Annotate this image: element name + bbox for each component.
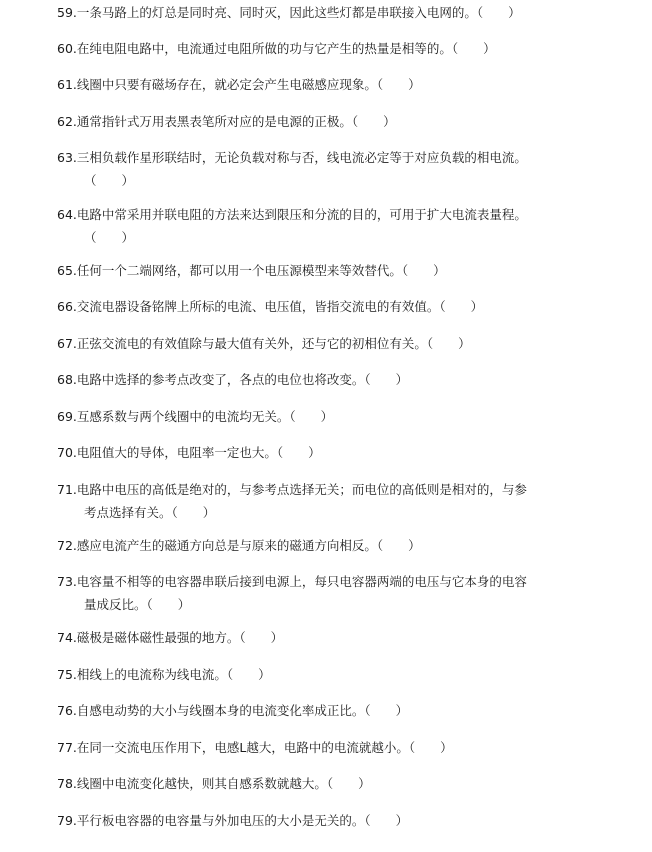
question-71 bbox=[57, 478, 577, 524]
question-text: 电路中电压的高低是绝对的，与参考点选择无关；而电位的高低则是相对的，与参 bbox=[76, 482, 527, 497]
question-text: 互感系数与两个线圈中的电流均无关。（ ） bbox=[76, 409, 334, 424]
question-text: 电路中常采用并联电阻的方法来达到限压和分流的目的，可用于扩大电流表量程。 bbox=[76, 207, 527, 222]
question-text: 在纯电阻电路中，电流通过电阻所做的功与它产生的热量是相等的。（ ） bbox=[76, 41, 496, 56]
question-67 bbox=[57, 332, 577, 355]
question-78 bbox=[57, 772, 577, 795]
question-number: 59. bbox=[57, 5, 77, 20]
question-number: 67. bbox=[57, 336, 77, 351]
question-79 bbox=[57, 809, 577, 832]
question-number: 64. bbox=[57, 207, 77, 222]
question-number: 78. bbox=[57, 776, 77, 791]
question-number: 60. bbox=[57, 41, 77, 56]
question-text-continued: 考点选择有关。（ ） bbox=[84, 505, 216, 520]
question-text: 相线上的电流称为线电流。（ ） bbox=[76, 667, 271, 682]
question-text: 平行板电容器的电容量与外加电压的大小是无关的。（ ） bbox=[76, 813, 409, 828]
question-number: 62. bbox=[57, 114, 77, 129]
question-65 bbox=[57, 259, 577, 282]
question-63 bbox=[57, 146, 577, 192]
question-number: 65. bbox=[57, 263, 77, 278]
question-76 bbox=[57, 699, 577, 722]
question-number: 68. bbox=[57, 372, 77, 387]
question-text-continued: 量成反比。（ ） bbox=[84, 597, 191, 612]
question-70 bbox=[57, 441, 577, 464]
question-73 bbox=[57, 570, 577, 616]
question-text-continued: （ ） bbox=[84, 230, 135, 245]
question-text-continued: （ ） bbox=[84, 173, 135, 188]
question-number: 75. bbox=[57, 667, 77, 682]
question-74 bbox=[57, 626, 577, 649]
question-text: 通常指针式万用表黑表笔所对应的是电源的正极。（ ） bbox=[76, 114, 396, 129]
question-text: 感应电流产生的磁通方向总是与原来的磁通方向相反。（ ） bbox=[76, 538, 421, 553]
question-number: 73. bbox=[57, 574, 77, 589]
question-number: 76. bbox=[57, 703, 77, 718]
question-number: 69. bbox=[57, 409, 77, 424]
question-number: 74. bbox=[57, 630, 77, 645]
question-66 bbox=[57, 295, 577, 318]
question-text: 在同一交流电压作用下，电感L越大，电路中的电流就越小。（ ） bbox=[76, 740, 453, 755]
question-text: 线圈中只要有磁场存在，就必定会产生电磁感应现象。（ ） bbox=[76, 77, 421, 92]
question-59 bbox=[57, 1, 577, 24]
question-text: 任何一个二端网络，都可以用一个电压源模型来等效替代。（ ） bbox=[76, 263, 446, 278]
question-number: 79. bbox=[57, 813, 77, 828]
question-number: 66. bbox=[57, 299, 77, 314]
question-number: 61. bbox=[57, 77, 77, 92]
question-text: 电阻值大的导体，电阻率一定也大。（ ） bbox=[76, 445, 321, 460]
question-69 bbox=[57, 405, 577, 428]
question-number: 71. bbox=[57, 482, 77, 497]
question-text: 三相负载作星形联结时，无论负载对称与否，线电流必定等于对应负载的相电流。 bbox=[76, 150, 527, 165]
question-text: 电容量不相等的电容器串联后接到电源上，每只电容器两端的电压与它本身的电容 bbox=[76, 574, 527, 589]
question-text: 正弦交流电的有效值除与最大值有关外，还与它的初相位有关。（ ） bbox=[76, 336, 471, 351]
question-75 bbox=[57, 663, 577, 686]
question-number: 70. bbox=[57, 445, 77, 460]
question-72 bbox=[57, 534, 577, 557]
question-text: 一条马路上的灯总是同时亮、同时灭，因此这些灯都是串联接入电网的。（ ） bbox=[76, 5, 521, 20]
question-61 bbox=[57, 73, 577, 96]
question-text: 电路中选择的参考点改变了，各点的电位也将改变。（ ） bbox=[76, 372, 409, 387]
question-77 bbox=[57, 736, 577, 759]
question-text: 自感电动势的大小与线圈本身的电流变化率成正比。（ ） bbox=[76, 703, 409, 718]
question-text: 磁极是磁体磁性最强的地方。（ ） bbox=[76, 630, 284, 645]
question-64 bbox=[57, 203, 577, 249]
question-number: 72. bbox=[57, 538, 77, 553]
question-number: 77. bbox=[57, 740, 77, 755]
question-60 bbox=[57, 37, 577, 60]
question-62 bbox=[57, 110, 577, 133]
question-number: 63. bbox=[57, 150, 77, 165]
question-text: 线圈中电流变化越快，则其自感系数就越大。（ ） bbox=[76, 776, 371, 791]
question-text: 交流电器设备铭牌上所标的电流、电压值，皆指交流电的有效值。（ ） bbox=[76, 299, 484, 314]
question-68 bbox=[57, 368, 577, 391]
